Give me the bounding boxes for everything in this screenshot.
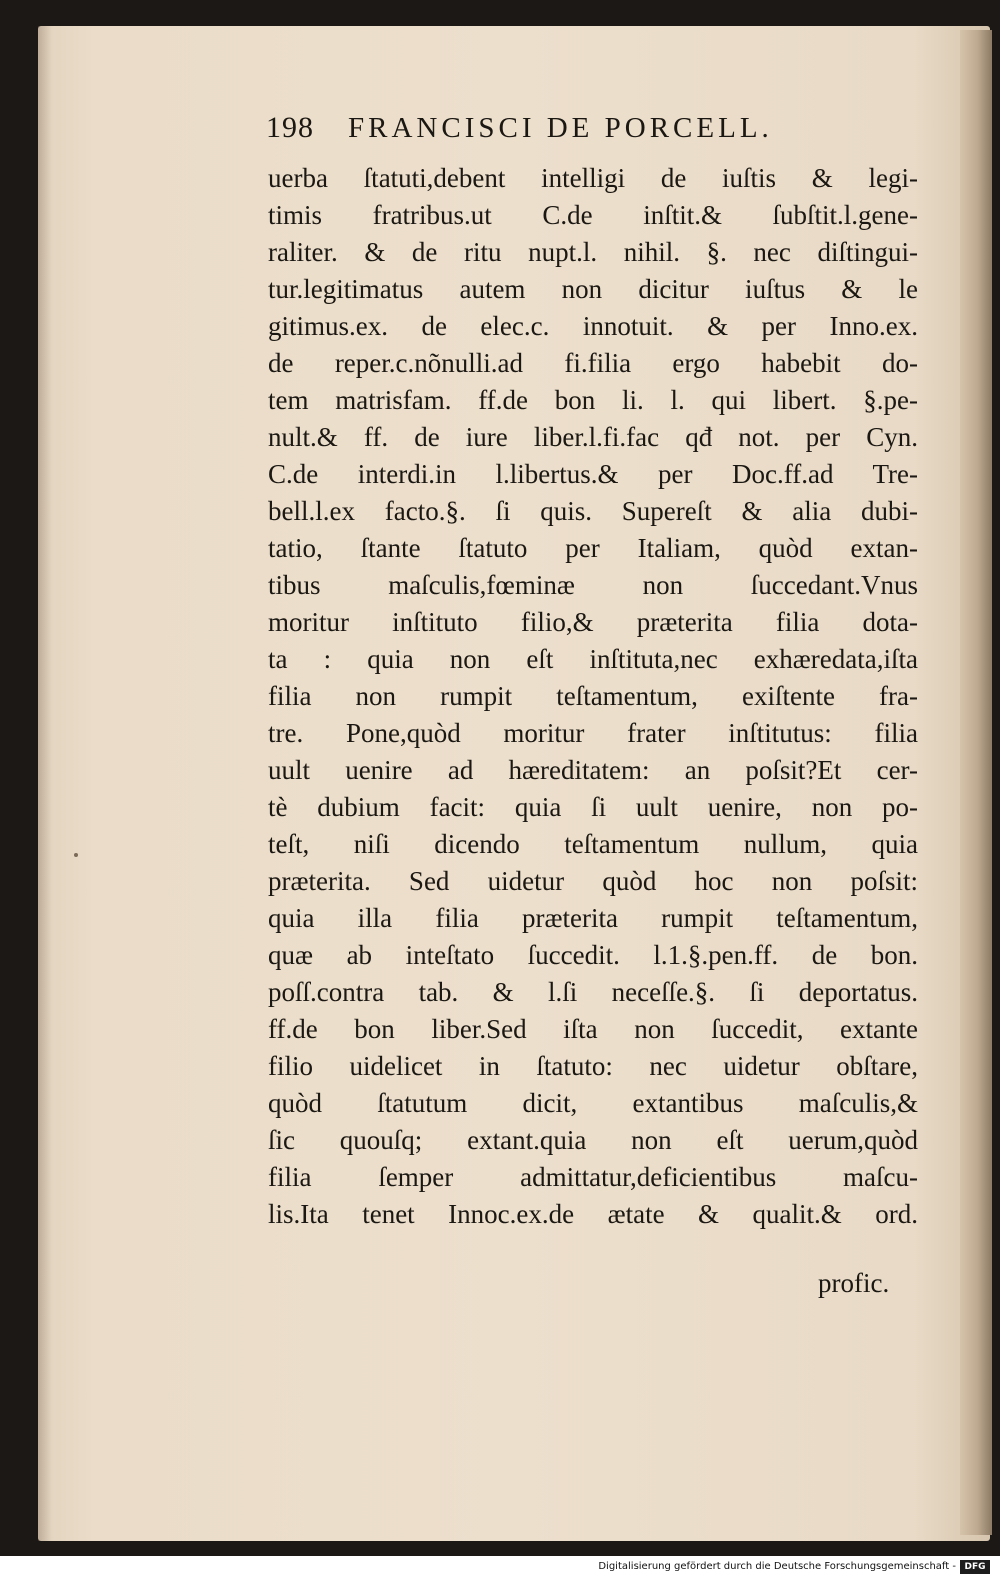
text-line: tre. Pone,quòd moritur frater inſtitutus: filia xyxy=(268,718,918,748)
text-line: quòd ſtatutum dicit, extantibus maſculis,& xyxy=(268,1088,918,1118)
page-header xyxy=(266,111,916,155)
text-line: gitimus.ex. de elec.c. innotuit. & per Inno.ex. xyxy=(268,311,918,341)
text-line: bell.l.ex facto.§. ſi quis. Supereſt & alia dubi- xyxy=(268,496,918,526)
body-text xyxy=(268,160,918,1233)
text-line: ta : quia non eſt inſtituta,nec exhæredata,iſta xyxy=(268,644,918,674)
text-line: uerba ſtatuti,debent intelligi de iuſtis & legi- xyxy=(268,163,918,193)
footer-credit: Digitalisierung gefördert durch die Deutsche Forschungsgemeinschaft - xyxy=(598,1561,956,1572)
text-line: C.de interdi.in l.libertus.& per Doc.ff.ad Tre- xyxy=(268,459,918,489)
text-line: ſic quouſq; extant.quia non eſt uerum,quòd xyxy=(268,1125,918,1155)
text-line: ff.de bon liber.Sed iſta non ſuccedit, extante xyxy=(268,1014,918,1044)
gutter-shadow xyxy=(38,26,52,1541)
text-line: uult uenire ad hæreditatem: an poſsit?Et cer- xyxy=(268,755,918,785)
page-number: 198 xyxy=(266,111,314,144)
text-line: filia ſemper admittatur,deficientibus maſcu- xyxy=(268,1162,918,1192)
text-line: poſſ.contra tab. & l.ſi neceſſe.§. ſi deportatus. xyxy=(268,977,918,1007)
text-line: lis.Ita tenet Innoc.ex.de ætate & qualit.& ord. xyxy=(268,1199,918,1229)
running-head: FRANCISCI DE PORCELL. xyxy=(348,112,773,144)
text-line: præterita. Sed uidetur quòd hoc non poſsit: xyxy=(268,866,918,896)
text-line: tatio, ſtante ſtatuto per Italiam, quòd extan- xyxy=(268,533,918,563)
text-line: timis fratribus.ut C.de inſtit.& ſubſtit.l.gene- xyxy=(268,200,918,230)
page-edge xyxy=(960,30,992,1535)
text-line: de reper.c.nõnulli.ad fi.filia ergo habebit do- xyxy=(268,348,918,378)
text-line: tibus maſculis,fœminæ non ſuccedant.Vnus xyxy=(268,570,918,600)
text-line: quæ ab inteſtato ſuccedit. l.1.§.pen.ff. de bon. xyxy=(268,940,918,970)
text-line: tur.legitimatus autem non dicitur iuſtus & le xyxy=(268,274,918,304)
text-line: moritur inſtituto filio,& præterita filia dota- xyxy=(268,607,918,637)
text-line: filia non rumpit teſtamentum, exiſtente fra- xyxy=(268,681,918,711)
ink-speck xyxy=(74,853,78,857)
text-line: teſt, niſi dicendo teſtamentum nullum, quia xyxy=(268,829,918,859)
text-line: tem matrisfam. ff.de bon li. l. qui libert. §.pe- xyxy=(268,385,918,415)
text-line: filio uidelicet in ſtatuto: nec uidetur obſtare, xyxy=(268,1051,918,1081)
text-line: raliter. & de ritu nupt.l. nihil. §. nec diſtingui- xyxy=(268,237,918,267)
text-line: quia illa filia præterita rumpit teſtamentum, xyxy=(268,903,918,933)
text-line: nult.& ff. de iure liber.l.fi.fac qđ not. per Cyn. xyxy=(268,422,918,452)
dfg-logo: DFG xyxy=(960,1560,990,1574)
catchword: profic. xyxy=(818,1268,890,1298)
text-line: tè dubium facit: quia ſi uult uenire, non po- xyxy=(268,792,918,822)
